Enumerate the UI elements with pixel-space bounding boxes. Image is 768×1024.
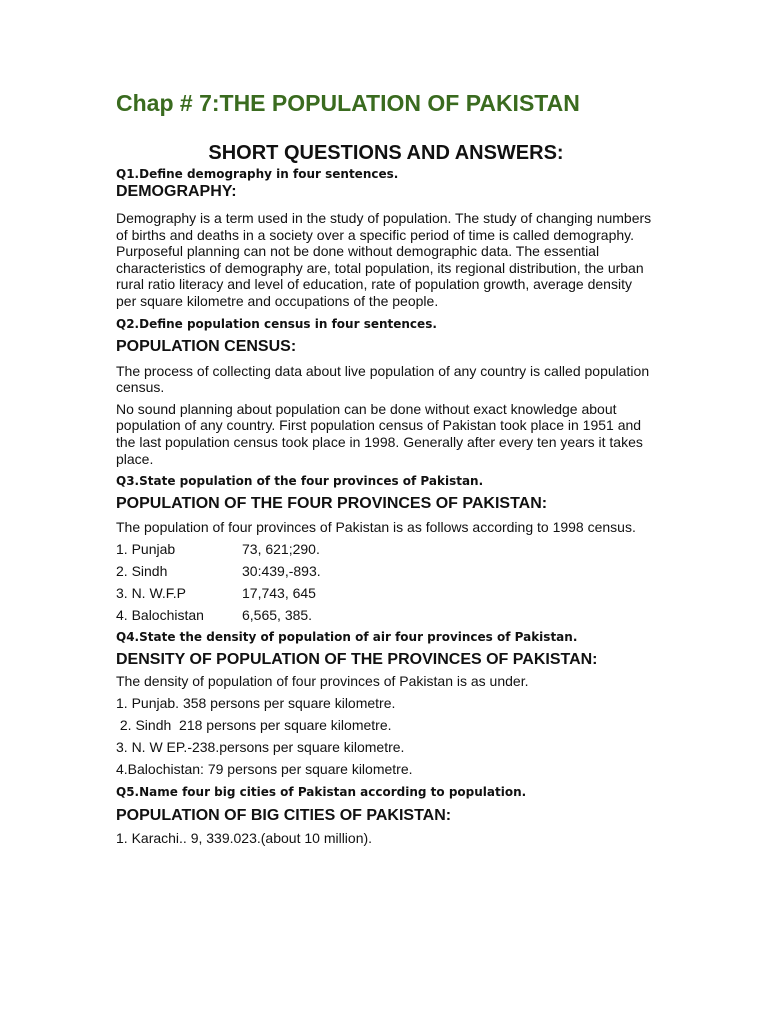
q3-heading: POPULATION OF THE FOUR PROVINCES OF PAKISTAN: — [116, 495, 548, 513]
q4-heading: DENSITY OF POPULATION OF THE PROVINCES OF PAKISTAN: — [116, 650, 598, 668]
q3-item-value: 6,565, 385. — [242, 606, 313, 623]
q3-item-value: 73, 621;290. — [242, 540, 320, 557]
q2-question: Q2.Define population census in four sentences. — [116, 316, 437, 331]
q3-question: Q3.State population of the four provinces of Pakistan. — [116, 474, 484, 489]
q2-paragraph-2: No sound planning about population can be done without exact knowledge about population of any country. First population census of Pakistan took place in 1951 and the last population census took place in 1998. Generally after every ten years it takes place. — [116, 400, 643, 467]
chapter-title: Chap # 7:THE POPULATION OF PAKISTAN — [116, 90, 580, 116]
q5-heading: POPULATION OF BIG CITIES OF PAKISTAN: — [116, 807, 452, 825]
q3-item-value: 30:439,-893. — [242, 562, 321, 579]
q1-question: Q1.Define demography in four sentences. — [116, 167, 399, 181]
q3-item-value: 17,743, 645 — [242, 584, 316, 601]
q4-list-item: 2. Sindh 218 persons per square kilometre. — [116, 717, 392, 734]
q3-intro: The population of four provinces of Pakistan is as follows according to 1998 census. — [116, 519, 636, 536]
q4-question: Q4.State the density of population of air four provinces of Pakistan. — [116, 629, 578, 644]
q4-intro: The density of population of four provinces of Pakistan is as under. — [116, 672, 529, 689]
q3-item-name: 2. Sindh — [116, 562, 168, 579]
q2-paragraph-1: The process of collecting data about live population of any country is called population census. — [116, 362, 650, 396]
q5-list-item: 1. Karachi.. 9, 339.023.(about 10 million). — [116, 830, 373, 847]
q1-paragraph: Demography is a term used in the study of population. The study of changing numbers of births and deaths in a society over a specific period of time is called demography. Purposeful planning can not be done without demographic data. The essential characteristics of demography are, total population, its regional distribution, the urban rural ratio literacy and level of education, rate of population growth, average density per square kilometre and occupations of the people. — [116, 210, 652, 309]
q3-list-item — [116, 585, 656, 601]
q3-list-item — [116, 607, 656, 623]
q3-item-name: 4. Balochistan — [116, 606, 204, 623]
q3-item-name: 3. N. W.F.P — [116, 584, 187, 601]
q4-list-item: 4.Balochistan: 79 persons per square kilometre. — [116, 761, 413, 778]
q5-question: Q5.Name four big cities of Pakistan according to population. — [116, 785, 527, 800]
q2-heading: POPULATION CENSUS: — [116, 337, 297, 355]
section-title: SHORT QUESTIONS AND ANSWERS: — [208, 142, 564, 164]
q3-item-name: 1. Punjab — [116, 540, 176, 557]
q3-list-item — [116, 563, 656, 579]
document-page — [116, 88, 656, 846]
q3-list-item — [116, 541, 656, 557]
q1-heading: DEMOGRAPHY: — [116, 183, 237, 200]
q4-list-item: 1. Punjab. 358 persons per square kilometre. — [116, 695, 396, 712]
q4-list-item: 3. N. W EP.-238.persons per square kilometre. — [116, 739, 405, 756]
